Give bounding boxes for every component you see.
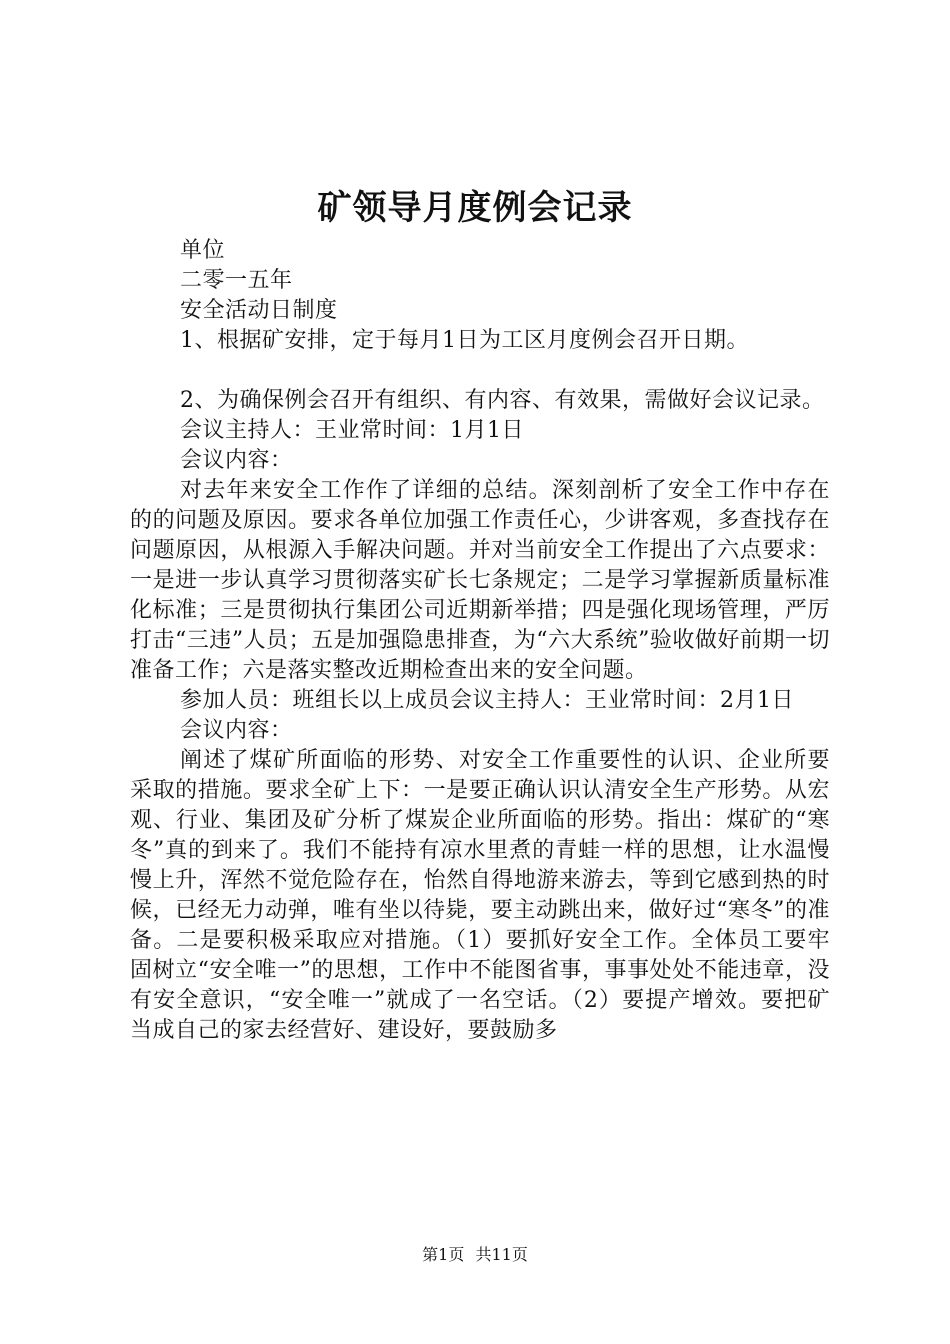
paragraph-meeting-2-content: 阐述了煤矿所面临的形势、对安全工作重要性的认识、企业所要采取的措施。要求全矿上下：一是要正确认识认清安全生产形势。从宏观、行业、集团及矿分析了煤炭企业所面临的形势。指出：煤矿的“寒冬”真的到来了。我们不能持有凉水里煮的青蛙一样的思想，让水温慢慢上升，浑然不觉危险存在，怡然自得地游来游去，等到它感到热的时候，已经无力动弹，唯有坐以待毙，要主动跳出来，做好过“寒冬”的准备。二是要积极采取应对措施。（1）要抓好安全工作。全体员工要牢固树立“安全唯一”的思想，工作中不能图省事，事事处处不能违章，没有安全意识，“安全唯一”就成了一名空话。（2）要提产增效。要把矿当成自己的家去经营好、建设好，要鼓励多 bbox=[130, 748, 830, 1043]
document-body bbox=[130, 236, 830, 1046]
paragraph-rule-2: 2、为确保例会召开有组织、有内容、有效果，需做好会议记录。 bbox=[180, 388, 825, 413]
paragraph-year: 二零一五年 bbox=[180, 268, 293, 293]
document-title: 矿领导月度例会记录 bbox=[317, 188, 633, 228]
paragraph-system-title: 安全活动日制度 bbox=[180, 298, 338, 323]
page-total: 共11页 bbox=[475, 1245, 528, 1264]
page-number: 第1页 bbox=[422, 1245, 465, 1264]
paragraph-rule-1: 1、根据矿安排，定于每月1日为工区月度例会召开日期。 bbox=[180, 328, 749, 353]
paragraph-meeting-1-content-label: 会议内容： bbox=[180, 448, 293, 473]
paragraph-meeting-2-content-label: 会议内容： bbox=[180, 718, 293, 743]
paragraph-meeting-2-host: 参加人员：班组长以上成员会议主持人：王业常时间：2月1日 bbox=[180, 688, 794, 713]
paragraph-meeting-1-content: 对去年来安全工作作了详细的总结。深刻剖析了安全工作中存在的的问题及原因。要求各单位加强工作责任心，少讲客观，多查找存在问题原因，从根源入手解决问题。并对当前安全工作提出了六点要求：一是进一步认真学习贯彻落实矿长七条规定；二是学习掌握新质量标准化标准；三是贯彻执行集团公司近期新举措；四是强化现场管理，严厉打击“三违”人员；五是加强隐患排查，为“六大系统”验收做好前期一切准备工作；六是落实整改近期检查出来的安全问题。 bbox=[130, 478, 830, 683]
paragraph-meeting-1-host: 会议主持人：王业常时间：1月1日 bbox=[180, 418, 524, 443]
paragraph-spacer bbox=[130, 356, 830, 386]
page-footer bbox=[0, 1244, 950, 1266]
paragraph-unit: 单位 bbox=[180, 238, 226, 263]
